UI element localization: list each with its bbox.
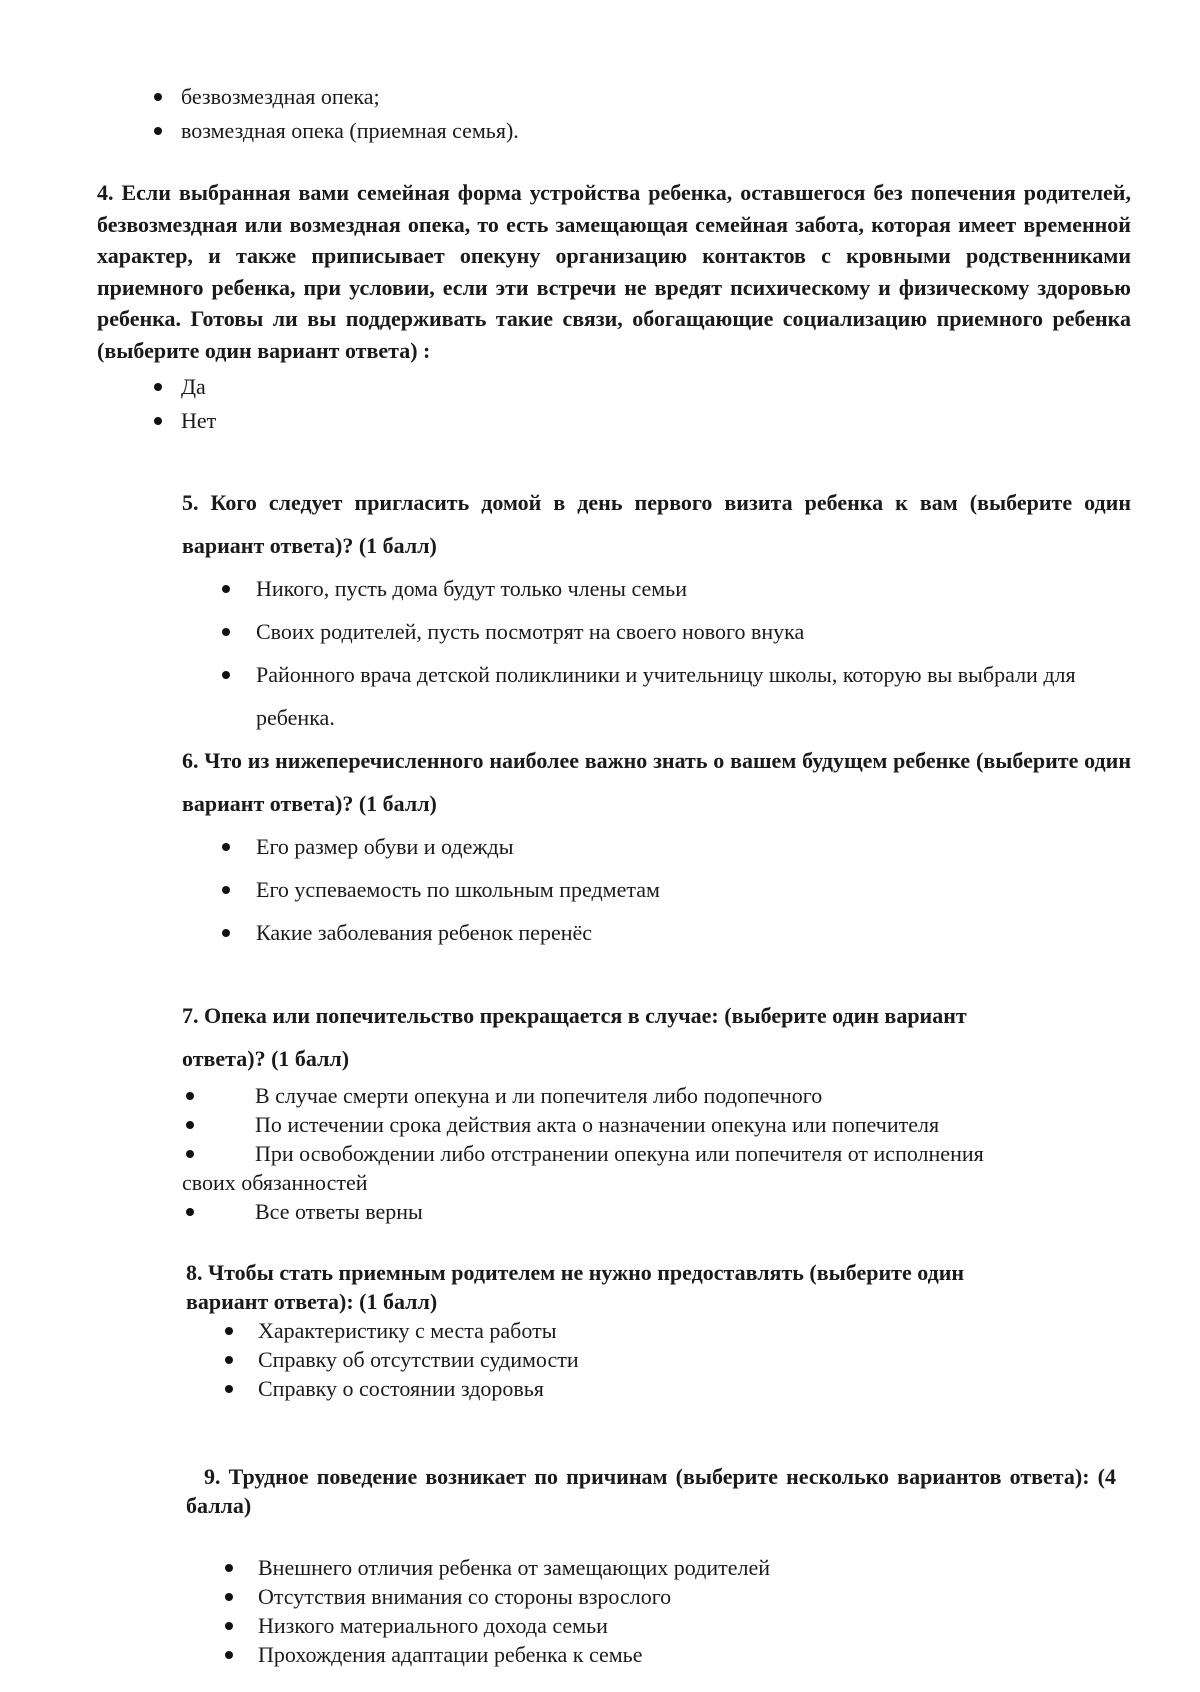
bullet-icon	[222, 671, 230, 679]
list-item: Характеристику с места работы	[186, 1316, 1086, 1345]
question-6-text: 6. Что из нижеперечисленного наиболее важно знать о вашем будущем ребенке (выберите один вариант ответа)? (1 балл)	[182, 748, 1131, 816]
question-8-text	[186, 1258, 1086, 1316]
question-4	[97, 177, 1131, 438]
question-9	[186, 1462, 1116, 1669]
bullet-icon	[225, 1651, 233, 1659]
question-8-line-1: 8. Чтобы стать приемным родителем не нужно предоставлять (выберите один	[186, 1260, 965, 1285]
list-item: Районного врача детской поликлиники и учительницу школы, которую вы выбрали для ребенка.	[182, 653, 1131, 739]
bullet-icon	[222, 843, 230, 851]
question-7-line-2: ответа)? (1 балл)	[182, 1046, 350, 1071]
question-7-line-1: 7. Опека или попечительство прекращается в случае: (выберите один вариант	[182, 1003, 967, 1028]
list-item: По истечении срока действия акта о назначении опекуна или попечителя	[182, 1110, 1082, 1139]
question-8	[186, 1258, 1086, 1403]
list-item: Отсутствия внимания со стороны взрослого	[186, 1582, 1116, 1611]
list-item: безвозмездная опека;	[0, 80, 1200, 114]
list-item: В случае смерти опекуна и ли попечителя либо подопечного	[182, 1081, 1082, 1110]
list-item: Все ответы верны	[182, 1197, 1082, 1226]
bullet-icon	[186, 1208, 194, 1216]
list-item: Никого, пусть дома будут только члены семьи	[182, 567, 1131, 610]
bullet-icon	[154, 93, 162, 101]
list-item-continuation: своих обязанностей	[182, 1170, 368, 1195]
list-item: Справку о состоянии здоровья	[186, 1374, 1086, 1403]
question-9-text: 9. Трудное поведение возникает по причинам (выберите несколько вариантов ответа): (4 балла)	[186, 1464, 1116, 1518]
list-item: возмездная опека (приемная семья).	[0, 114, 1200, 148]
question-8-line-2: вариант ответа): (1 балл)	[186, 1289, 438, 1314]
bullet-icon	[225, 1593, 233, 1601]
list-item: Его успеваемость по школьным предметам	[182, 868, 1131, 911]
list-item: Какие заболевания ребенок перенёс	[182, 911, 1131, 954]
bullet-icon	[154, 417, 162, 425]
bullet-icon	[186, 1150, 194, 1158]
q3-options-block	[0, 80, 1200, 148]
question-7-text	[182, 994, 1082, 1080]
list-item: Внешнего отличия ребенка от замещающих родителей	[186, 1553, 1116, 1582]
list-item: Справку об отсутствии судимости	[186, 1345, 1086, 1374]
bullet-icon	[154, 383, 162, 391]
question-7	[182, 994, 1082, 1226]
list-item: Низкого материального дохода семьи	[186, 1611, 1116, 1640]
list-item: Да	[97, 370, 1131, 404]
list-item: Прохождения адаптации ребенка к семье	[186, 1640, 1116, 1669]
question-6	[182, 739, 1131, 954]
bullet-icon	[186, 1121, 194, 1129]
question-5-text: 5. Кого следует пригласить домой в день первого визита ребенка к вам (выберите один вариант ответа)? (1 балл)	[182, 490, 1131, 558]
list-item: Его размер обуви и одежды	[182, 825, 1131, 868]
bullet-icon	[225, 1327, 233, 1335]
list-item: Нет	[97, 404, 1131, 438]
bullet-icon	[225, 1385, 233, 1393]
bullet-icon	[222, 628, 230, 636]
question-5	[182, 481, 1131, 739]
bullet-icon	[222, 585, 230, 593]
bullet-icon	[186, 1092, 194, 1100]
bullet-icon	[154, 127, 162, 135]
bullet-icon	[225, 1356, 233, 1364]
bullet-icon	[222, 929, 230, 937]
bullet-icon	[222, 886, 230, 894]
bullet-icon	[225, 1622, 233, 1630]
list-item: Своих родителей, пусть посмотрят на своего нового внука	[182, 610, 1131, 653]
bullet-icon	[225, 1564, 233, 1572]
list-item: При освобождении либо отстранении опекуна или попечителя от исполнения своих обязанностей	[182, 1139, 1082, 1197]
question-4-text: 4. Если выбранная вами семейная форма устройства ребенка, оставшегося без попечения родителей, безвозмездная или возмездная опека, то есть замещающая семейная забота, которая имеет временной характер, и также приписывает опекуну организацию контактов с кровными родственниками приемного ребенка, при условии, если эти встречи не вредят психическому и физическому здоровью ребенка. Готовы ли вы поддерживать такие связи, обогащающие социализацию приемного ребенка (выберите один вариант ответа) :	[97, 180, 1131, 363]
